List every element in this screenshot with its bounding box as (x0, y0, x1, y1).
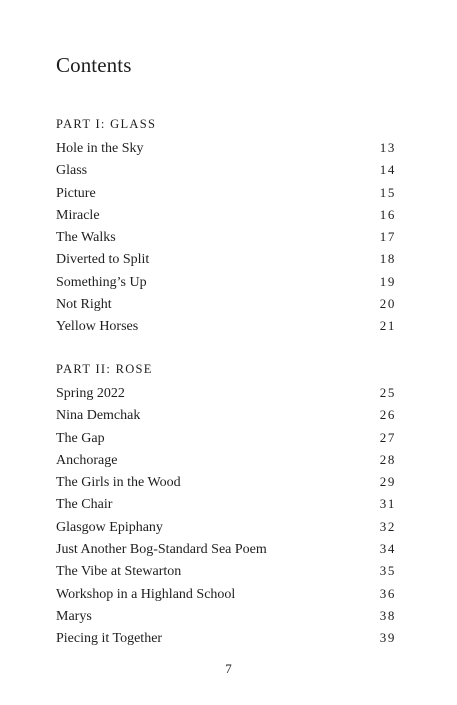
contents-entry[interactable] (56, 450, 394, 472)
part-section-rose (56, 361, 394, 651)
entry-page-number: 32 (379, 518, 396, 534)
page-title: Contents (56, 53, 132, 77)
contents-entry[interactable] (56, 227, 394, 249)
entry-title: Glass (56, 163, 88, 179)
entry-title: The Gap (56, 430, 105, 446)
contents-entry[interactable] (56, 561, 394, 583)
part-heading: PART II: ROSE (56, 362, 153, 376)
contents-entry[interactable] (56, 138, 394, 160)
entry-title: The Vibe at Stewarton (56, 564, 182, 580)
contents-entry[interactable] (56, 272, 394, 294)
entry-page-number: 38 (379, 607, 396, 623)
contents-entry[interactable] (56, 494, 394, 516)
entry-page-number: 36 (379, 585, 396, 601)
contents-entry[interactable] (56, 405, 394, 427)
entry-page-number: 26 (379, 407, 396, 423)
entry-page-number: 29 (379, 474, 396, 490)
contents-entry[interactable] (56, 160, 394, 182)
entry-page-number: 21 (379, 318, 396, 334)
entry-page-number: 34 (379, 541, 396, 557)
entry-page-number: 20 (379, 296, 396, 312)
entry-page-number: 35 (379, 563, 396, 579)
contents-entry[interactable] (56, 249, 394, 271)
entry-page-number: 13 (379, 140, 396, 155)
contents-list (56, 383, 394, 651)
page-number-footer: 7 (225, 661, 232, 676)
part-heading: PART I: GLASS (56, 117, 157, 131)
entry-page-number: 16 (379, 206, 396, 222)
contents-entry[interactable] (56, 472, 394, 494)
entry-title: The Girls in the Wood (56, 475, 181, 491)
entry-title: Hole in the Sky (56, 141, 144, 156)
contents-entry[interactable] (56, 606, 394, 628)
entry-title: Workshop in a Highland School (56, 586, 236, 602)
entry-title: Not Right (56, 297, 112, 313)
entry-page-number: 19 (379, 273, 396, 289)
contents-entry[interactable] (56, 584, 394, 606)
entry-page-number: 18 (379, 251, 396, 267)
contents-entry[interactable] (56, 539, 394, 561)
entry-title: Marys (56, 608, 92, 624)
entry-title: The Chair (56, 497, 113, 513)
entry-page-number: 15 (379, 184, 396, 200)
contents-entry[interactable] (56, 628, 394, 650)
entry-title: Glasgow Epiphany (56, 519, 163, 535)
entry-page-number: 25 (379, 385, 396, 400)
contents-entry[interactable] (56, 316, 394, 338)
entry-title: The Walks (56, 230, 116, 246)
contents-entry[interactable] (56, 383, 394, 405)
entry-title: Spring 2022 (56, 386, 125, 401)
contents-entry[interactable] (56, 294, 394, 316)
contents-entry[interactable] (56, 517, 394, 539)
entry-page-number: 31 (379, 496, 396, 512)
entry-page-number: 28 (379, 451, 396, 467)
entry-title: Diverted to Split (56, 252, 150, 268)
entry-title: Anchorage (56, 452, 118, 468)
entry-title: Picture (56, 185, 96, 201)
entry-page-number: 17 (379, 229, 396, 245)
entry-page-number: 14 (379, 162, 396, 178)
contents-entry[interactable] (56, 428, 394, 450)
entry-title: Miracle (56, 207, 100, 223)
entry-title: Just Another Bog-Standard Sea Poem (56, 542, 267, 558)
entry-title: Piecing it Together (56, 631, 163, 647)
entry-page-number: 27 (379, 429, 396, 445)
contents-entry[interactable] (56, 205, 394, 227)
contents-entry[interactable] (56, 183, 394, 205)
entry-page-number: 39 (379, 630, 396, 646)
part-section-glass (56, 116, 394, 339)
entry-title: Nina Demchak (56, 408, 141, 424)
entry-title: Something’s Up (56, 274, 147, 290)
contents-list (56, 138, 394, 339)
entry-title: Yellow Horses (56, 319, 139, 335)
